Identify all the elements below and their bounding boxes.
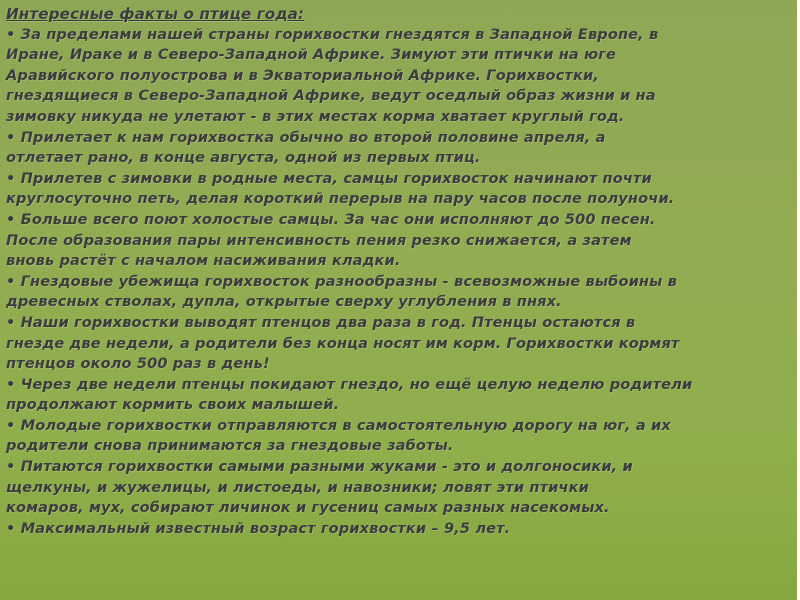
text-line: родители снова принимаются за гнездовые заботы.	[6, 437, 454, 455]
text-line: • За пределами нашей страны горихвостки гнездятся в Западной Европе, в	[6, 25, 659, 43]
text-line: Иране, Ираке и в Северо-Западной Африке. Зимуют эти птички на юге	[6, 46, 617, 64]
text-line: • Молодые горихвостки отправляются в самостоятельную дорогу на юг, а их	[6, 416, 671, 434]
text-line: • Больше всего поют холостые самцы. За час они исполняют до 500 песен.	[6, 210, 656, 228]
text-line: древесных стволах, дупла, открытые сверху углубления в пнях.	[6, 293, 562, 311]
text-line: вновь растёт с началом насиживания кладки.	[6, 252, 401, 270]
text-line: После образования пары интенсивность пения резко снижается, а затем	[6, 231, 632, 249]
text-line: • Через две недели птенцы покидают гнездо, но ещё целую неделю родители	[6, 375, 693, 393]
text-line: • Максимальный известный возраст горихвостки – 9,5 лет.	[6, 519, 511, 537]
text-line: щелкуны, и жужелицы, и листоеды, и навозники; ловят эти птички	[6, 478, 589, 496]
text-line: гнезде две недели, а родители без конца носят им корм. Горихвостки кормят	[6, 334, 680, 352]
text-line: • Наши горихвостки выводят птенцов два раза в год. Птенцы остаются в	[6, 313, 636, 331]
text-line: продолжают кормить своих малышей.	[6, 396, 340, 414]
text-line: зимовку никуда не улетают - в этих местах корма хватает круглый год.	[6, 107, 625, 125]
text-line: отлетает рано, в конце августа, одной из первых птиц.	[6, 149, 481, 167]
text-line: • Гнездовые убежища горихвосток разнообразны - всевозможные выбоины в	[6, 272, 677, 290]
text-line: Аравийского полуострова и в Экваториальной Африке. Горихвостки,	[6, 66, 599, 84]
text-line: • Прилетает к нам горихвостка обычно во второй половине апреля, а	[6, 128, 606, 146]
text-line: • Питаются горихвостки самыми разными жуками - это и долгоносики, и	[6, 458, 633, 476]
slide-content	[6, 4, 782, 539]
text-line: птенцов около 500 раз в день!	[6, 355, 270, 373]
slide-title: Интересные факты о птице года:	[6, 5, 305, 23]
text-line: круглосуточно петь, делая короткий перерыв на пару часов после полуночи.	[6, 190, 675, 208]
text-line: комаров, мух, собирают личинок и гусениц самых разных насекомых.	[6, 499, 610, 517]
text-line: гнездящиеся в Северо-Западной Африке, ведут оседлый образ жизни и на	[6, 87, 656, 105]
text-line: • Прилетев с зимовки в родные места, самцы горихвосток начинают почти	[6, 169, 652, 187]
